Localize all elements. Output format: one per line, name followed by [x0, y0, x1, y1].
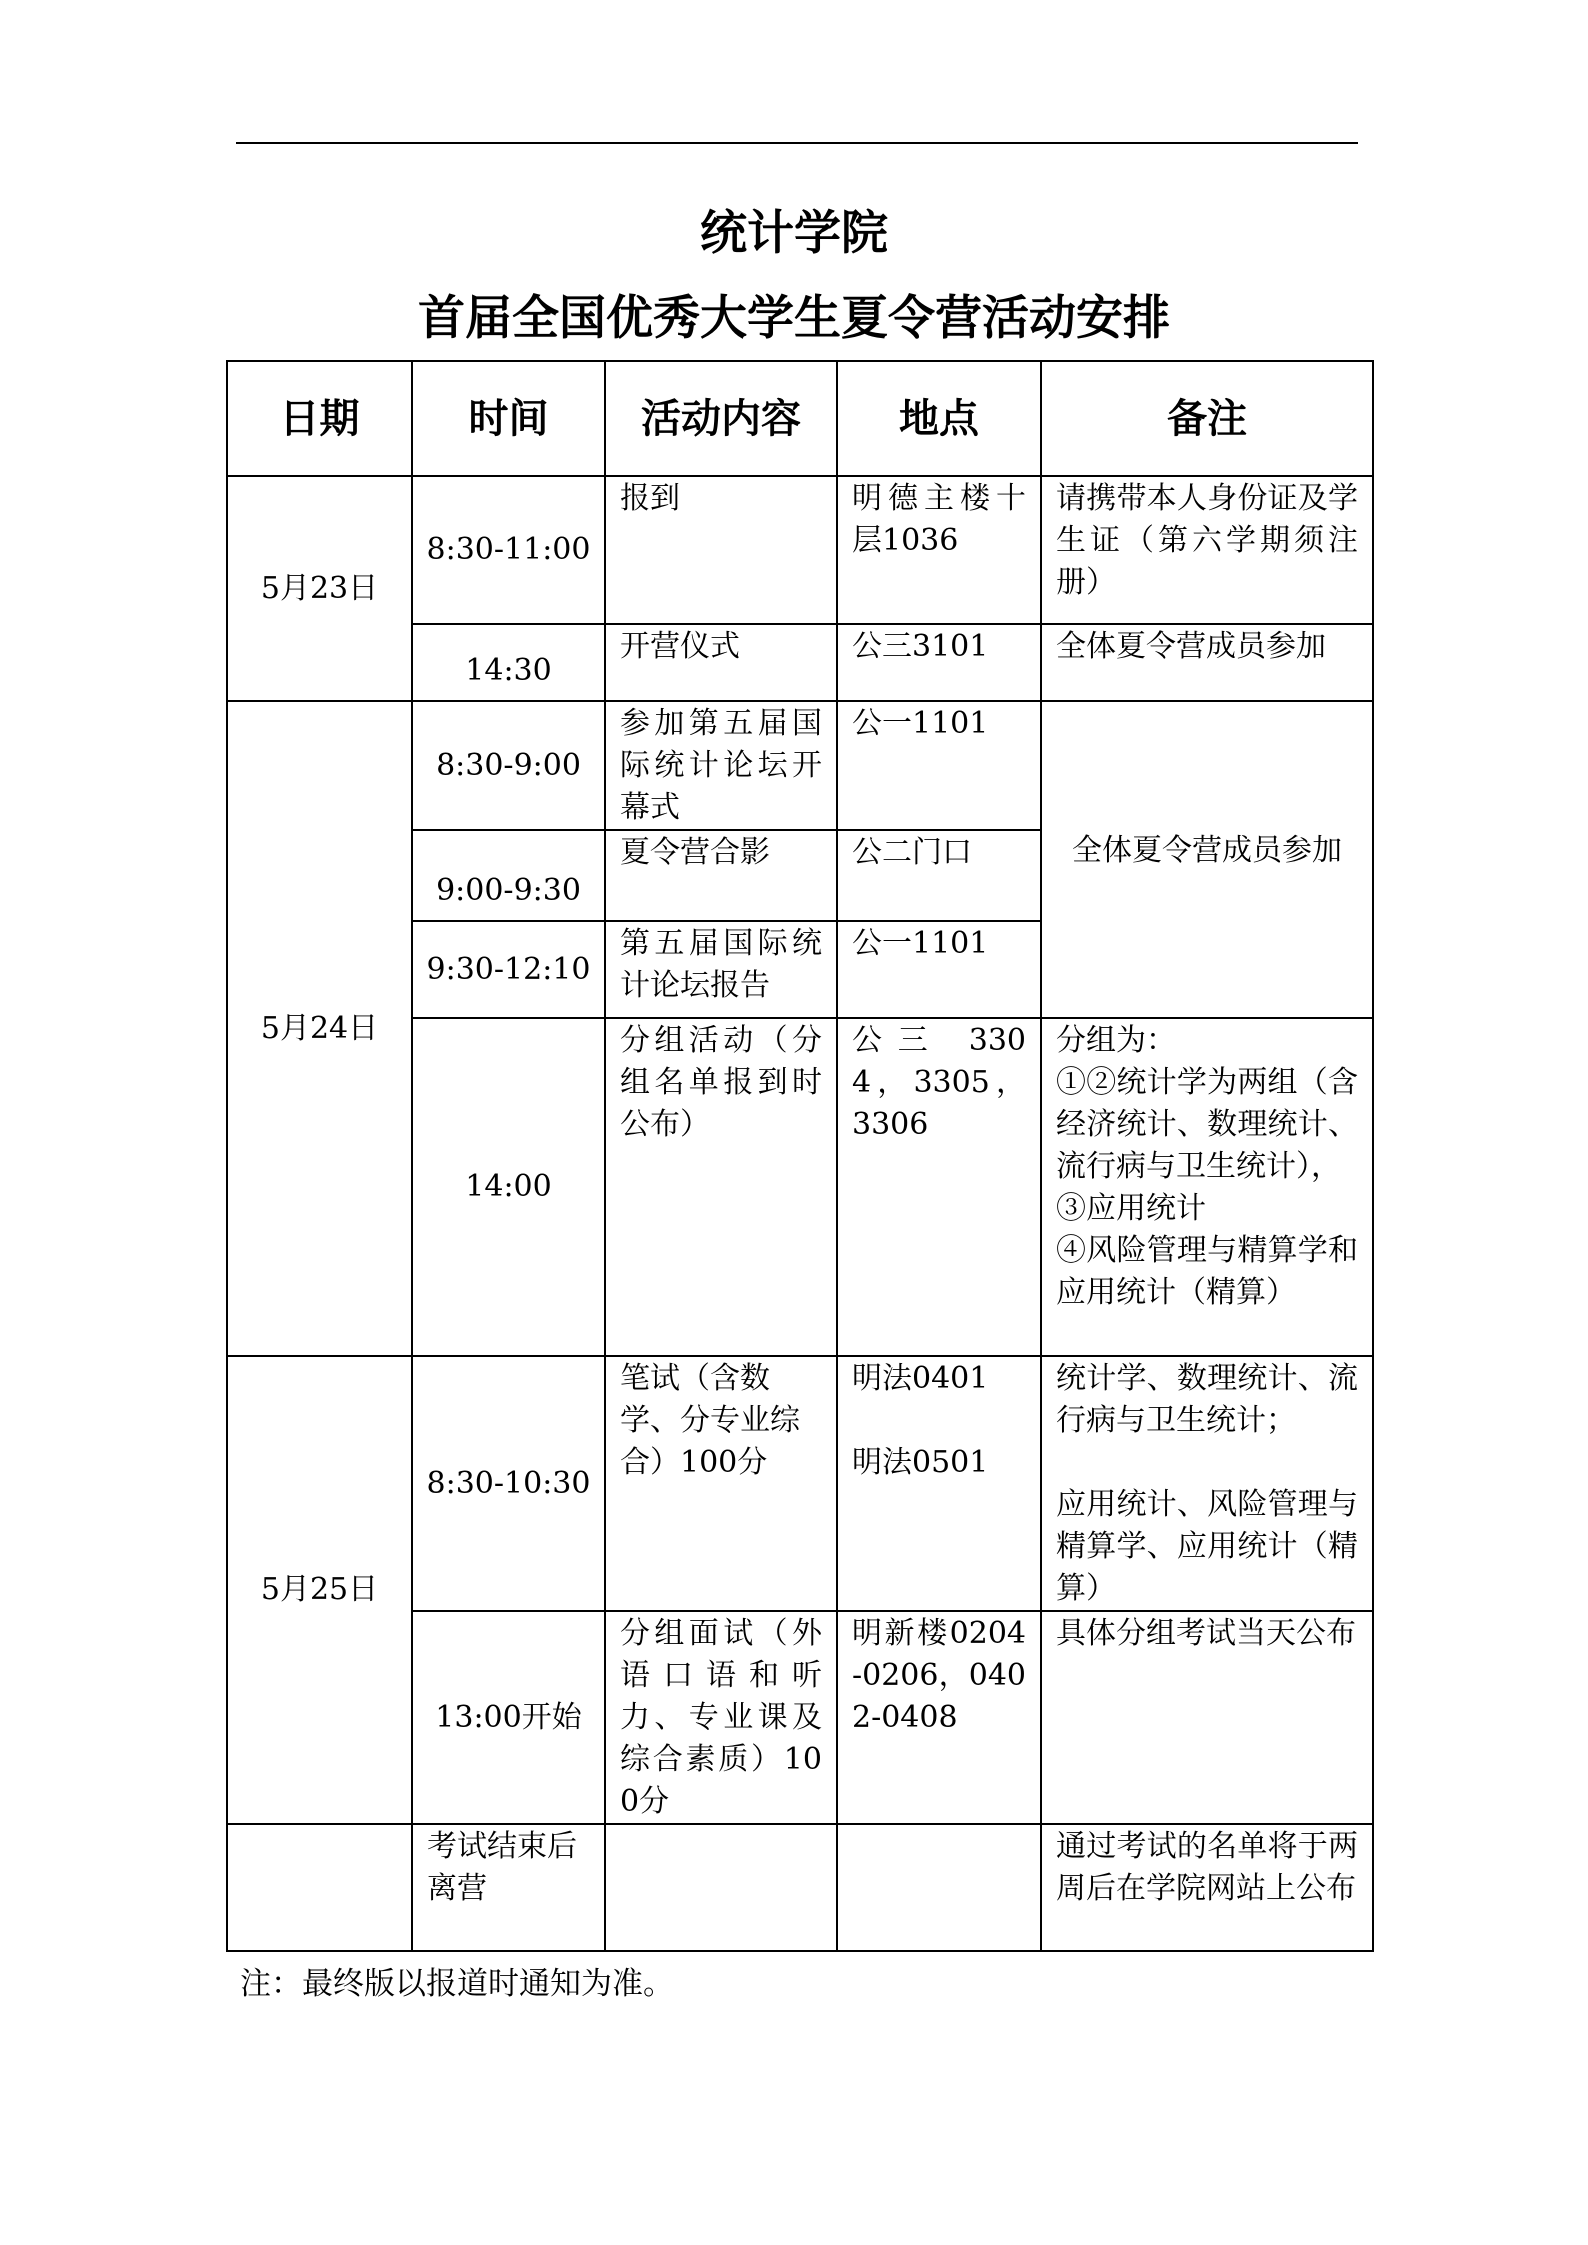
header-note: 备注: [1041, 361, 1373, 476]
location-line: 明法0401: [852, 1361, 989, 1396]
location-cell: 公一1101: [837, 701, 1041, 830]
note-cell: 请携带本人身份证及学生证（第六学期须注册）: [1041, 476, 1373, 624]
activity-cell: 分组活动（分组名单报到时公布）: [605, 1018, 837, 1356]
activity-cell: 开营仪式: [605, 624, 837, 701]
note-line: ④风险管理与精算学和应用统计（精算）: [1056, 1233, 1358, 1310]
activity-cell: 报到: [605, 476, 837, 624]
table-row: [227, 476, 1373, 624]
activity-cell: [605, 1824, 837, 1951]
time-cell: 13:00开始: [412, 1611, 605, 1824]
document-title-line1: 统计学院: [700, 206, 888, 261]
date-cell: [227, 1824, 412, 1951]
spacer: [852, 1400, 1026, 1442]
table-header-row: [227, 361, 1373, 476]
note-cell: 通过考试的名单将于两周后在学院网站上公布: [1041, 1824, 1373, 1951]
date-cell: 5月25日: [227, 1356, 412, 1824]
note-line: ①②统计学为两组（含经济统计、数理统计、流行病与卫生统计），: [1056, 1065, 1358, 1184]
activity-cell: 夏令营合影: [605, 830, 837, 921]
table-row: [227, 1824, 1373, 1951]
header-date: 日期: [227, 361, 412, 476]
note-cell: 具体分组考试当天公布: [1041, 1611, 1373, 1824]
table-row: [227, 701, 1373, 830]
time-cell: 8:30-9:00: [412, 701, 605, 830]
location-cell: 公三3101: [837, 624, 1041, 701]
location-line: 明法0501: [852, 1445, 989, 1480]
schedule-table: [226, 360, 1374, 1952]
header-rule: [236, 142, 1358, 144]
activity-cell: 第五届国际统计论坛报告: [605, 921, 837, 1018]
document-title-line2: 首届全国优秀大学生夏令营活动安排: [418, 291, 1170, 346]
time-cell: 考试结束后离营: [412, 1824, 605, 1951]
activity-cell: 笔试（含数学、分专业综合）100分: [605, 1356, 837, 1611]
note-line: 应用统计、风险管理与精算学、应用统计（精算）: [1056, 1487, 1358, 1606]
activity-cell: 分组面试（外语口语和听力、专业课及综合素质）100分: [605, 1611, 837, 1824]
date-cell: 5月23日: [227, 476, 412, 701]
header-activity: 活动内容: [605, 361, 837, 476]
footnote: 注：最终版以报道时通知为准。: [240, 1966, 674, 2002]
location-cell: [837, 1356, 1041, 1611]
time-cell: 8:30-10:30: [412, 1356, 605, 1611]
location-cell: 公一1101: [837, 921, 1041, 1018]
time-cell: 14:00: [412, 1018, 605, 1356]
time-cell: 9:00-9:30: [412, 830, 605, 921]
spacer: [1056, 1442, 1358, 1484]
location-cell: 明新楼0204-0206，0402-0408: [837, 1611, 1041, 1824]
time-cell: 8:30-11:00: [412, 476, 605, 624]
location-cell: 公二门口: [837, 830, 1041, 921]
date-cell: 5月24日: [227, 701, 412, 1356]
note-cell: 全体夏令营成员参加: [1041, 624, 1373, 701]
shared-note-cell: 全体夏令营成员参加: [1041, 701, 1373, 1018]
header-location: 地点: [837, 361, 1041, 476]
header-time: 时间: [412, 361, 605, 476]
note-line: 分组为：: [1056, 1023, 1176, 1058]
activity-cell: 参加第五届国际统计论坛开幕式: [605, 701, 837, 830]
note-cell: [1041, 1356, 1373, 1611]
table-row: [227, 1356, 1373, 1611]
note-cell: [1041, 1018, 1373, 1356]
location-cell: 公三 3304，3305，3306: [837, 1018, 1041, 1356]
time-cell: 9:30-12:10: [412, 921, 605, 1018]
note-line: ③应用统计: [1056, 1191, 1206, 1226]
note-line: 统计学、数理统计、流行病与卫生统计；: [1056, 1361, 1358, 1438]
location-cell: 明德主楼十层1036: [837, 476, 1041, 624]
time-cell: 14:30: [412, 624, 605, 701]
location-cell: [837, 1824, 1041, 1951]
